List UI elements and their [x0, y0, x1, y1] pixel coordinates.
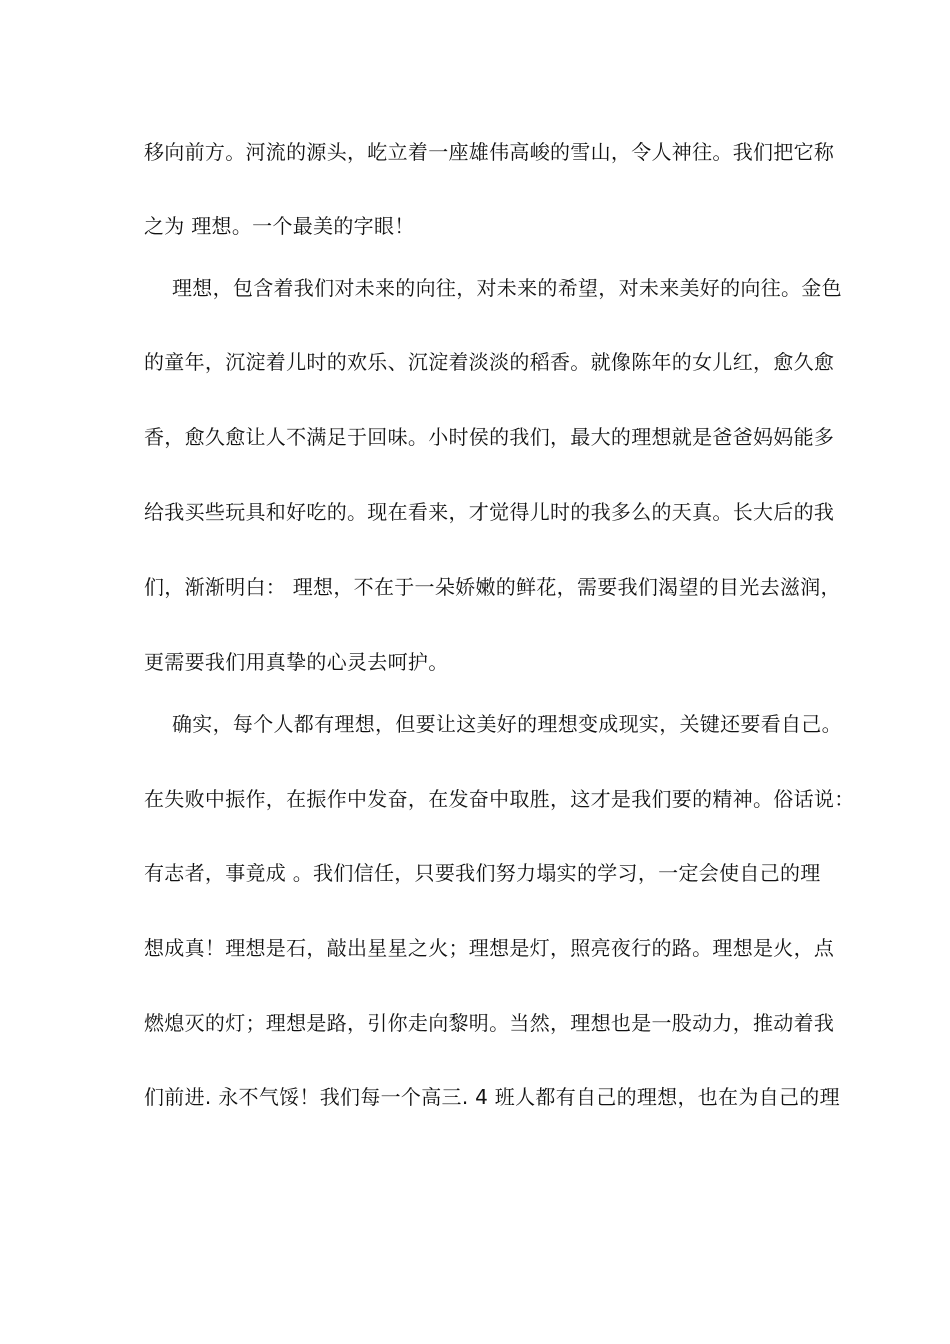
text-line-11: 有志者，事竟成 。我们信任，只要我们努力塌实的学习，一定会使自己的理 [144, 861, 821, 885]
paragraph-start-line: 确实，每个人都有理想，但要让这美好的理想变成现实，关键还要看自己。 [172, 712, 842, 736]
text-line-12: 想成真！理想是石，敲出星星之火；理想是灯，照亮夜行的路。理想是火，点 [144, 936, 835, 960]
text-line-5: 香，愈久愈让人不满足于回味。小时侯的我们，最大的理想就是爸爸妈妈能多 [144, 425, 835, 449]
text-line-2: 之为 理想。一个最美的字眼！ [144, 214, 415, 238]
text-line-1: 移向前方。河流的源头，屹立着一座雄伟高峻的雪山，令人神往。我们把它称 [144, 140, 835, 164]
text-line-6: 给我买些玩具和好吃的。现在看来，才觉得儿时的我多么的天真。长大后的我 [144, 500, 835, 524]
text-line-8: 更需要我们用真挚的心灵去呵护。 [144, 650, 449, 674]
text-line-14: 们前进. 永不气馁！我们每一个高三. 4 班人都有自己的理想，也在为自己的理 [144, 1085, 840, 1109]
text-line-10: 在失败中振作，在振作中发奋，在发奋中取胜，这才是我们要的精神。俗话说： [144, 787, 855, 811]
text-line-4: 的童年，沉淀着儿时的欢乐、沉淀着淡淡的稻香。就像陈年的女儿红，愈久愈 [144, 350, 835, 374]
text-line-7: 们，渐渐明白： 理想，不在于一朵娇嫩的鲜花，需要我们渴望的目光去滋润， [144, 575, 841, 599]
text-line-13: 燃熄灭的灯；理想是路，引你走向黎明。当然，理想也是一股动力，推动着我 [144, 1011, 835, 1035]
paragraph-start-line: 理想，包含着我们对未来的向往，对未来的希望，对未来美好的向往。金色 [172, 276, 842, 300]
